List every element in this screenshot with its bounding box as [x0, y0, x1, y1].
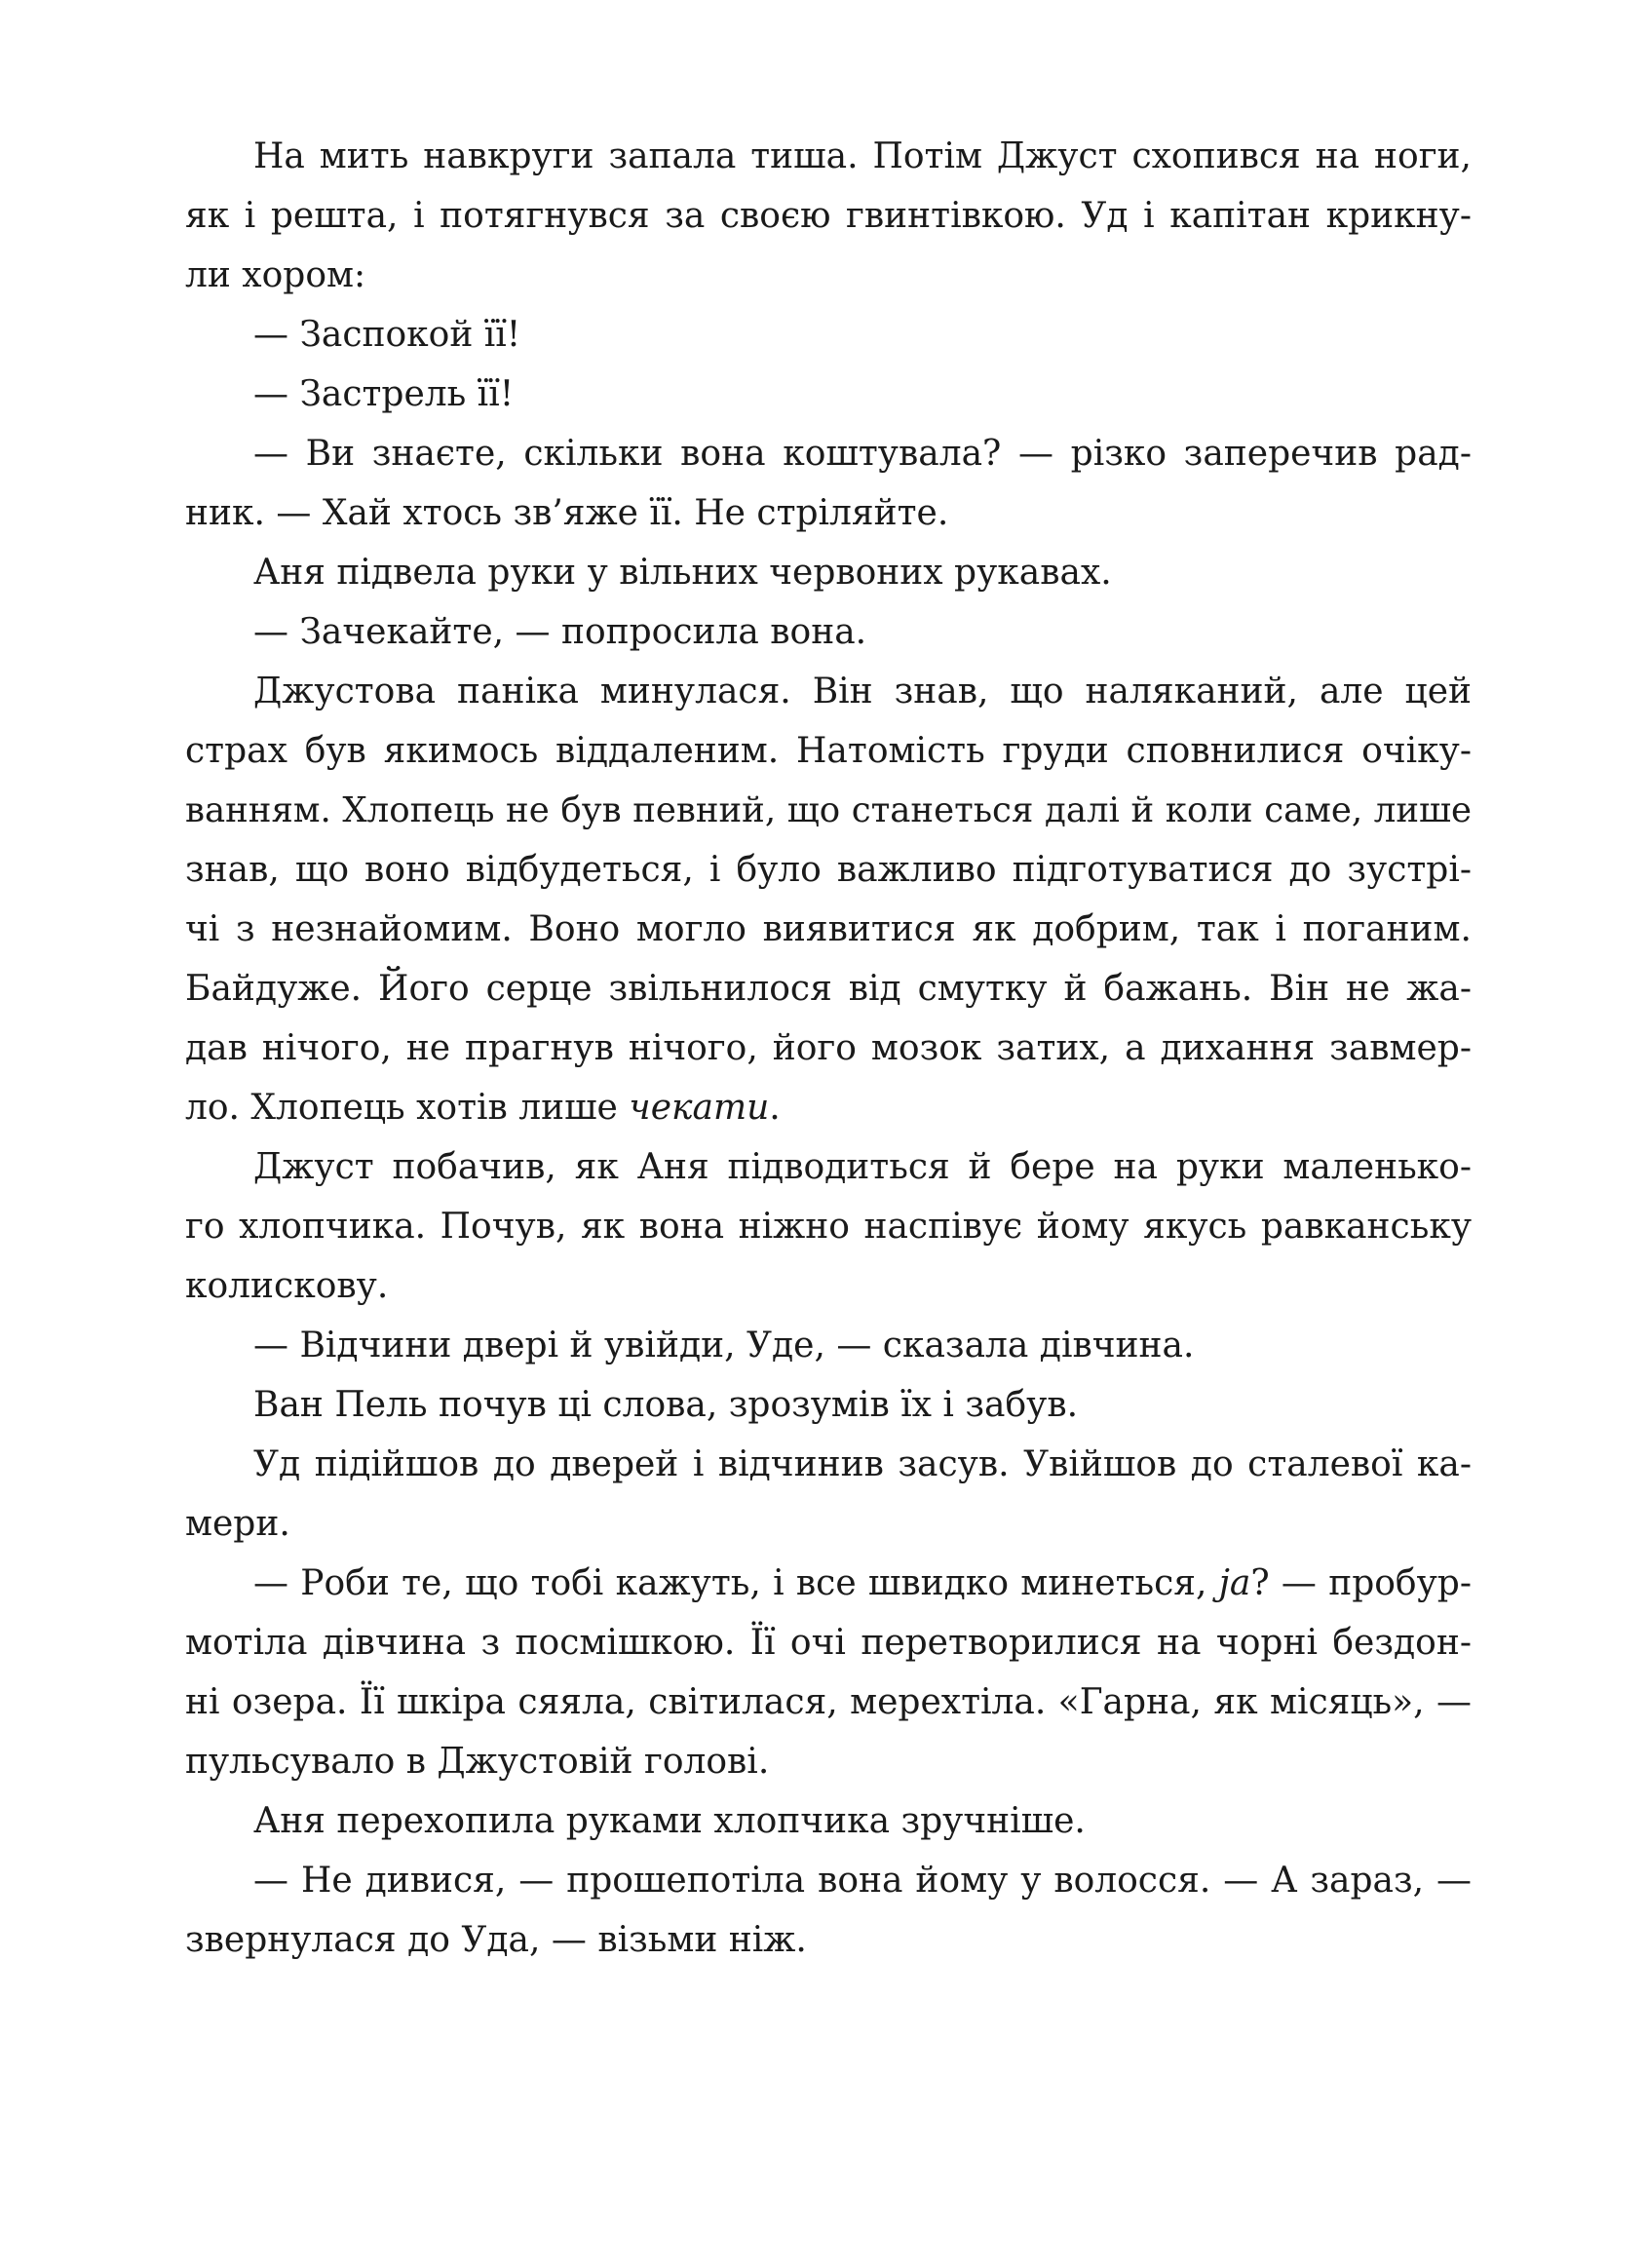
text-line: — Заспокой її!: [253, 315, 521, 355]
text-line: — Не дивися, — прошепотіла вона йому у волосся. — А зараз, —: [253, 1861, 1472, 1901]
paragraph: [185, 1554, 1472, 1791]
text-line: ли хором:: [185, 255, 366, 295]
text-line: страх був якимось віддаленим. Натомість груди сповнилися очіку-: [185, 731, 1472, 771]
text-line: колискову.: [185, 1266, 389, 1306]
text-line: — Ви знаєте, скільки вона коштувала? — різко заперечив рад-: [253, 434, 1472, 474]
italic-text: чекати: [629, 1088, 770, 1128]
text-line: [185, 1554, 1472, 1613]
text-run: — Роби те, що тобі кажуть, і все швидко минеться,: [253, 1563, 1219, 1603]
text-line: пульсувало в Джустовій голові.: [185, 1742, 770, 1782]
text-line: знав, що воно відбудеться, і було важливо підготуватися до зустрі-: [185, 850, 1472, 890]
paragraph: [185, 543, 1472, 602]
text-line: Байдуже. Його серце звільнилося від смутку й бажань. Він не жа-: [185, 969, 1472, 1009]
text-run: .: [769, 1088, 781, 1128]
text-line: мери.: [185, 1504, 290, 1544]
text-run: ло. Хлопець хотів лише: [185, 1088, 630, 1128]
italic-text: ja: [1218, 1563, 1251, 1603]
paragraph: [185, 1137, 1472, 1316]
text-line: Ван Пель почув ці слова, зрозумів їх і забув.: [253, 1385, 1079, 1425]
text-line: — Відчини двері й увійди, Уде, — сказала дівчина.: [253, 1326, 1195, 1365]
body-text: [185, 127, 1472, 1970]
text-line: [185, 1078, 1472, 1137]
text-run: ? — пробур-: [1250, 1563, 1473, 1603]
text-line: дав нічого, не прагнув нічого, його мозок затих, а дихання завмер-: [185, 1028, 1472, 1068]
paragraph: [185, 1851, 1472, 1970]
text-line: як і решта, і потягнувся за своєю гвинтівкою. Уд і капітан крикну-: [185, 196, 1472, 236]
text-line: — Зачекайте, — попросила вона.: [253, 612, 867, 652]
paragraph: [185, 127, 1472, 305]
text-line: ванням. Хлопець не був певний, що станеться далі й коли саме, лише: [185, 790, 1472, 830]
paragraph: [185, 305, 1472, 365]
paragraph: [185, 662, 1472, 1137]
text-line: чі з незнайомим. Воно могло виявитися як добрим, так і поганим.: [185, 909, 1472, 949]
text-line: На мить навкруги запала тиша. Потім Джуст схопився на ноги,: [253, 136, 1472, 176]
text-line: Джустова паніка минулася. Він знав, що наляканий, але цей: [253, 672, 1472, 711]
paragraph: [185, 1316, 1472, 1375]
text-line: Джуст побачив, як Аня підводиться й бере на руки маленько-: [253, 1147, 1472, 1187]
text-line: мотіла дівчина з посмішкою. Її очі перетворилися на чорні бездон-: [185, 1623, 1472, 1663]
paragraph: [185, 365, 1472, 424]
text-line: ні озера. Її шкіра сяяла, світилася, мерехтіла. «Гарна, як місяць», —: [185, 1682, 1472, 1722]
text-line: Аня підвела руки у вільних червоних рукавах.: [253, 553, 1112, 593]
text-line: звернулася до Уда, — візьми ніж.: [185, 1920, 807, 1960]
text-line: ник. — Хай хтось зв’яже її. Не стріляйте.: [185, 493, 949, 533]
text-line: Уд підійшов до дверей і відчинив засув. Увійшов до сталевої ка-: [253, 1444, 1472, 1484]
text-line: го хлопчика. Почув, як вона ніжно наспівує йому якусь равканську: [185, 1207, 1472, 1247]
text-line: — Застрель її!: [253, 374, 515, 414]
paragraph: [185, 602, 1472, 662]
paragraph: [185, 1375, 1472, 1435]
text-line: Аня перехопила руками хлопчика зручніше.: [253, 1801, 1086, 1841]
paragraph: [185, 1791, 1472, 1851]
paragraph: [185, 1435, 1472, 1554]
paragraph: [185, 424, 1472, 543]
